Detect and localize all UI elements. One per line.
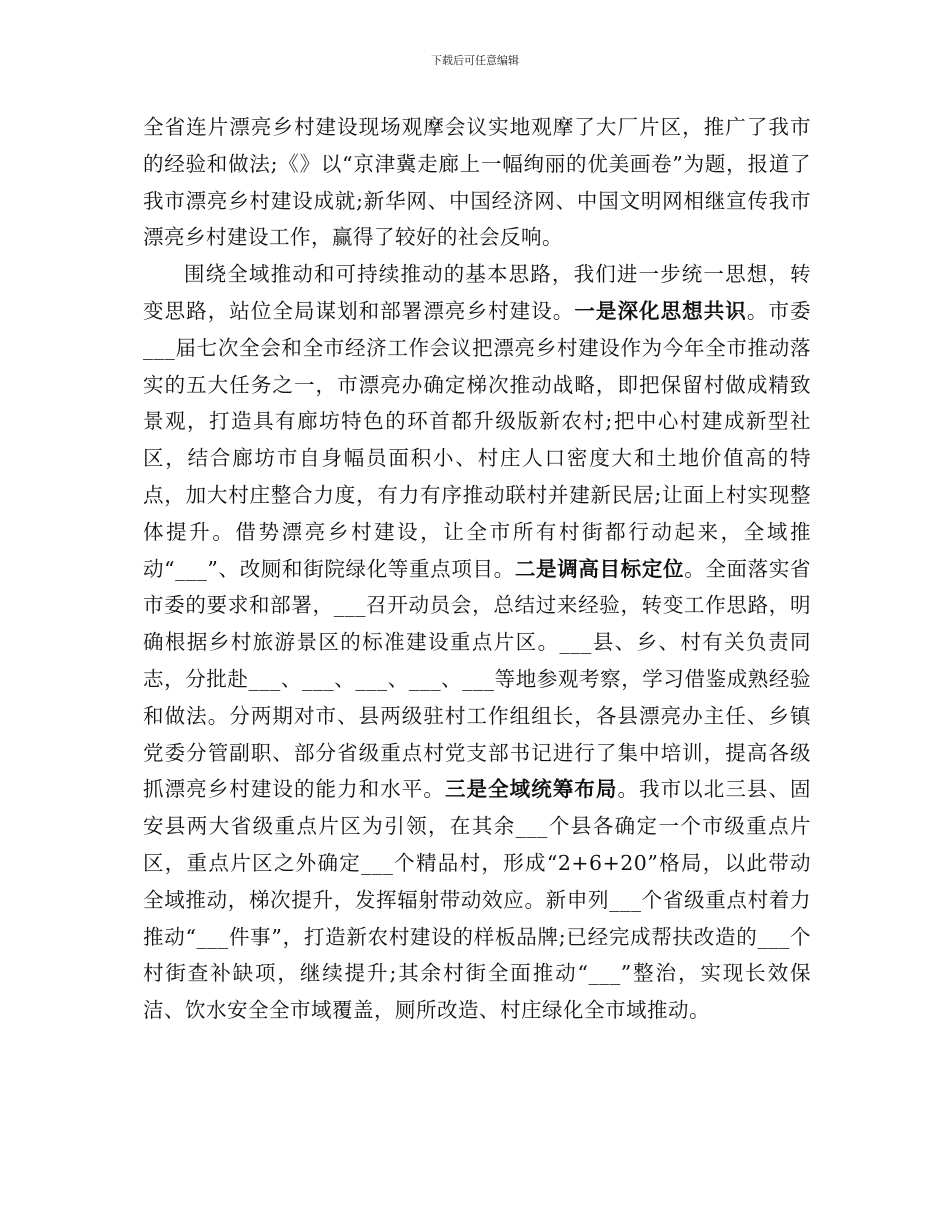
paragraph-2-body-2: 。全面落实省市委的要求和部署，___召开动员会，总结过来经验，转变工作思路，明确根据乡村旅游景区的标准建设重点片区。___县、乡、村有关负责同志，分批赴___、___、___、___、___等地参观考察，学习借鉴成熟经验和做法。分两期对市、县两级驻村工作组组长，各县漂亮办主任、乡镇党委分管副职、部分省级重点村党支部书记进行了集中培训，提高各级抓漂亮乡村建设的能力和水平。: [143, 556, 812, 802]
paragraph-1-text: 全省连片漂亮乡村建设现场观摩会议实地观摩了大厂片区，推广了我市的经验和做法;《》以“京津冀走廊上一幅绚丽的优美画卷”为题，报道了我市漂亮乡村建设成就;新华网、中国经济网、中国文明网相继宣传我市漂亮乡村建设工作，赢得了较好的社会反响。: [143, 115, 811, 250]
paragraph-2: [143, 256, 811, 1029]
paragraph-2-body-1: 。市委___届七次全会和全市经济工作会议把漂亮乡村建设作为今年全市推动落实的五大任务之一，市漂亮办确定梯次推动战略，即把保留村做成精致景观，打造具有廊坊特色的环首都升级版新农村;把中心村建成新型社区，结合廊坊市自身幅员面积小、村庄人口密度大和土地价值高的特点，加大村庄整合力度，有力有序推动联村并建新民居;让面上村实现整体提升。借势漂亮乡村建设，让全市所有村街都行动起来，全域推动“___”、改厕和街院绿化等重点项目。: [143, 298, 812, 581]
heading-point-2: 二是调高目标定位: [514, 556, 685, 581]
heading-point-3: 三是全域统筹布局: [444, 777, 618, 802]
heading-point-1: 一是深化思想共识: [574, 298, 747, 323]
paragraph-2-intro: 围绕全域推动和可持续推动的基本思路，我们进一步统一思想，转变思路，站位全局谋划和部署漂亮乡村建设。: [143, 262, 811, 323]
page-header: 下载后可任意编辑: [431, 54, 519, 67]
paragraph-2-body-3: 。我市以北三县、固安县两大省级重点片区为引领，在其余___个县各确定一个市级重点片区，重点片区之外确定___个精品村，形成“2+6+20”格局，以此带动全域推动，梯次提升，发挥辐射带动效应。新申列___个省级重点村着力推动“___件事”，打造新农村建设的样板品牌;已经完成帮扶改造的___个村街查补缺项，继续提升;其余村街全面推动“___”整治，实现长效保洁、饮水安全全市域覆盖，厕所改造、村庄绿化全市域推动。: [143, 777, 812, 1023]
paragraph-1: [143, 109, 811, 256]
document-body: [143, 109, 811, 1029]
